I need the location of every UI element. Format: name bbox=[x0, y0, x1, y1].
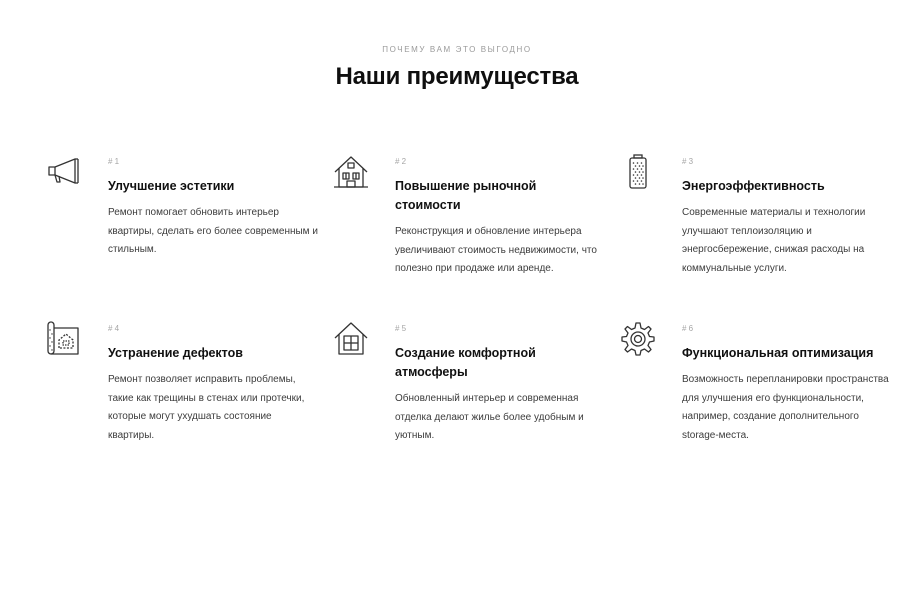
megaphone-icon bbox=[45, 153, 83, 191]
house-icon bbox=[332, 153, 370, 191]
feature-title: Устранение дефектов bbox=[108, 346, 243, 360]
feature-number: # 5 bbox=[395, 324, 407, 333]
feature-item bbox=[682, 157, 892, 278]
blueprint-icon bbox=[45, 320, 83, 358]
feature-number: # 6 bbox=[682, 324, 694, 333]
feature-number: # 2 bbox=[395, 157, 407, 166]
feature-description: Обновленный интерьер и современная отделка делают жилье более удобным и уютным. bbox=[395, 393, 584, 441]
feature-title: Энергоэффективность bbox=[682, 179, 825, 193]
feature-item bbox=[682, 324, 892, 445]
feature-description: Реконструкция и обновление интерьера увеличивают стоимость недвижимости, что полезно при продаже или аренде. bbox=[395, 226, 597, 274]
section-title: Наши преимущества bbox=[335, 63, 579, 90]
feature-title: Повышение рыночной стоимости bbox=[395, 179, 537, 212]
section-eyebrow: ПОЧЕМУ ВАМ ЭТО ВЫГОДНО bbox=[382, 45, 532, 54]
feature-title: Улучшение эстетики bbox=[108, 179, 235, 193]
feature-description: Возможность перепланировки пространства для улучшения его функциональности, например, создание дополнительного storage-места. bbox=[682, 374, 889, 441]
feature-title: Функциональная оптимизация bbox=[682, 346, 874, 360]
feature-title: Создание комфортной атмосферы bbox=[395, 346, 536, 379]
battery-icon bbox=[619, 153, 657, 191]
feature-number: # 3 bbox=[682, 157, 694, 166]
feature-number: # 4 bbox=[108, 324, 120, 333]
feature-number: # 1 bbox=[108, 157, 120, 166]
feature-description: Ремонт позволяет исправить проблемы, такие как трещины в стенах или протечки, которые могут ухудшать состояние квартиры. bbox=[108, 374, 305, 441]
feature-item bbox=[395, 157, 605, 279]
feature-item bbox=[395, 324, 605, 446]
home-window-icon bbox=[332, 320, 370, 358]
gear-icon bbox=[619, 320, 657, 358]
feature-description: Ремонт помогает обновить интерьер квартиры, сделать его более современным и стильным. bbox=[108, 207, 318, 255]
feature-item bbox=[108, 324, 318, 445]
feature-item bbox=[108, 157, 318, 260]
feature-description: Современные материалы и технологии улучшают теплоизоляцию и энергосбережение, снижая расходы на коммунальные услуги. bbox=[682, 207, 866, 274]
